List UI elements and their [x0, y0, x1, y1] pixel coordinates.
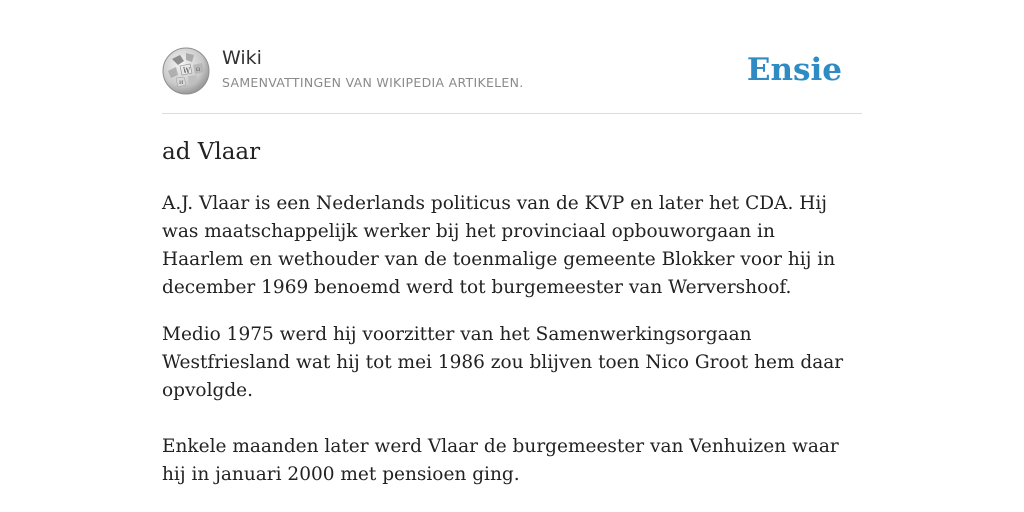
site-name[interactable]: Wiki	[222, 47, 262, 69]
svg-text:И: И	[179, 80, 184, 86]
article-paragraph-1: A.J. Vlaar is een Nederlands politicus van de KVP en later het CDA. Hij was maatschappelijk werker bij het provinciaal opbouworgaan in Haarlem en wethouder van de toenmalige gemeente Blokker voor hij in december 1969 benoemd werd tot burgemeester van Wervershoof.	[162, 193, 836, 298]
site-header	[162, 40, 862, 114]
article-paragraph-3: Enkele maanden later werd Vlaar de burgemeester van Venhuizen waar hij in januari 2000 met pensioen ging.	[162, 436, 839, 485]
svg-text:Ω: Ω	[196, 67, 201, 73]
ensie-brand-logo[interactable]: Ensie	[746, 52, 842, 88]
article-content	[162, 136, 862, 489]
article-paragraph-2: Medio 1975 werd hij voorzitter van het Samenwerkingsorgaan Westfriesland wat hij tot mei 1986 zou blijven toen Nico Groot hem daar opvolgde.	[162, 324, 844, 401]
article-title: ad Vlaar	[162, 139, 261, 165]
site-tagline: SAMENVATTINGEN VAN WIKIPEDIA ARTIKELEN.	[222, 75, 524, 90]
wikipedia-globe-icon[interactable]	[162, 47, 210, 95]
svg-text:W: W	[183, 67, 191, 75]
